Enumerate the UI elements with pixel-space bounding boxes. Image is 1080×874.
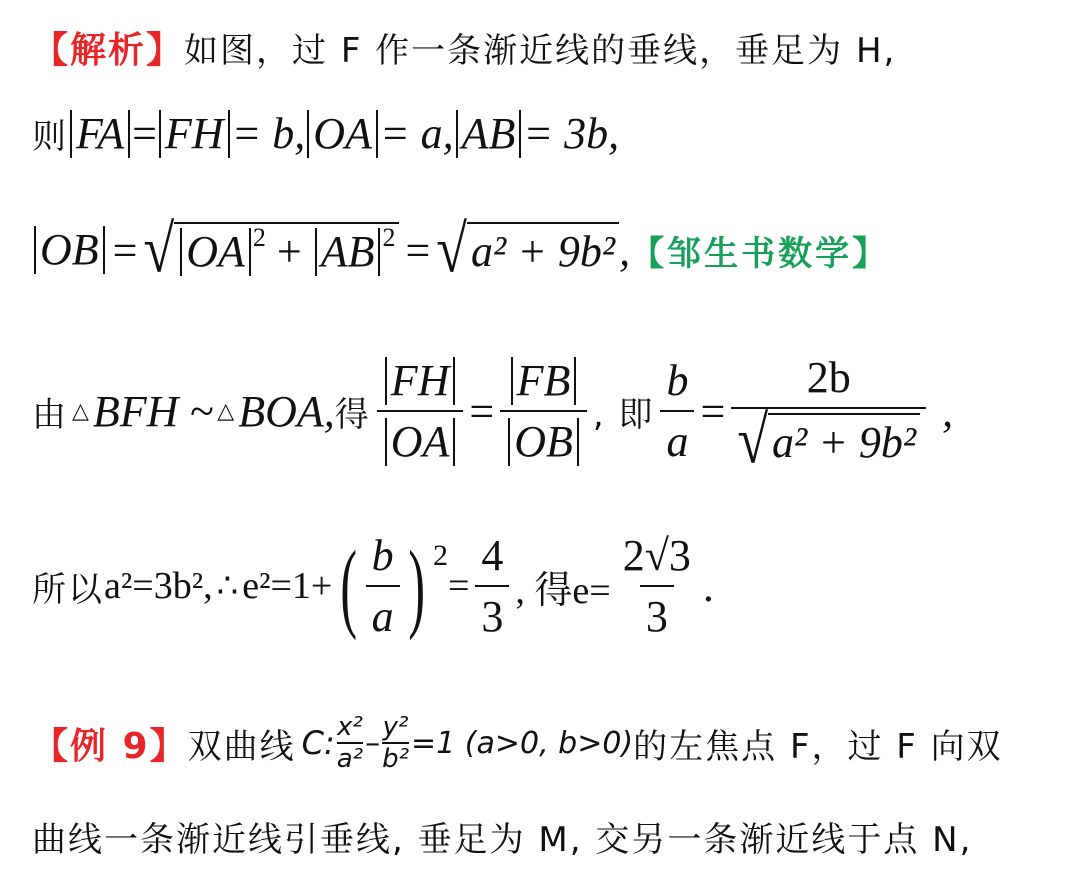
frac-x2-a2 bbox=[337, 712, 363, 774]
frac-4: 4 bbox=[481, 531, 504, 580]
sqrt-a2-9b2 bbox=[436, 212, 619, 288]
abs-oa-3: OA bbox=[385, 418, 456, 466]
analysis-line-5 bbox=[32, 530, 1060, 642]
example-line-2 bbox=[32, 812, 1060, 861]
abs-fh: FH bbox=[159, 110, 230, 158]
line4-prefix: 由 bbox=[32, 394, 68, 435]
line4-eq: = bbox=[469, 386, 495, 436]
line4-t1: BFH ~ bbox=[92, 386, 214, 436]
analysis-line-4 bbox=[32, 352, 1060, 479]
frac-2b: 2b bbox=[806, 353, 851, 402]
triangle-icon-2: △ bbox=[217, 398, 235, 424]
frac-b: b bbox=[666, 356, 689, 405]
frac2-a: a bbox=[366, 585, 400, 642]
frac-fh-oa bbox=[377, 355, 464, 467]
line2-prefix: 则 bbox=[32, 117, 68, 157]
abs-fb: FB bbox=[511, 357, 577, 405]
brand-label: 【邹生书数学】 bbox=[630, 233, 890, 274]
plus-sign: + bbox=[276, 227, 302, 276]
line4-ji: , 即 bbox=[592, 394, 655, 435]
analysis-text-1: 如图，过 F 作一条渐近线的垂线，垂足为 H, bbox=[184, 31, 897, 71]
frac-2b-sqrt bbox=[731, 352, 926, 479]
line5-square: 2 bbox=[432, 539, 448, 572]
analysis-tag: 【解析】 bbox=[32, 30, 185, 71]
sqrt-a2-9b2-content: a² + 9b² bbox=[467, 222, 619, 278]
abs-fa: FA bbox=[70, 110, 130, 158]
condition: =1 (a>0, b>0) bbox=[411, 725, 634, 761]
abs-ab: AB bbox=[456, 110, 522, 158]
abs-ab-2: AB bbox=[315, 228, 381, 276]
frac-b-a-2 bbox=[366, 530, 400, 642]
frac-b2: b² bbox=[382, 744, 410, 774]
frac-y2-b2 bbox=[382, 712, 409, 774]
frac-4-3 bbox=[475, 530, 509, 642]
therefore-sign: ∴ bbox=[216, 568, 239, 605]
abs-ob: OB bbox=[34, 226, 105, 274]
abs-ob-2: OB bbox=[508, 418, 579, 466]
frac-fb-ob bbox=[500, 355, 587, 467]
frac-a2: a² bbox=[336, 744, 364, 774]
line3-comma: , bbox=[619, 225, 631, 275]
radical-sign-3: √ bbox=[737, 403, 769, 479]
example-text-2: 曲线一条渐近线引垂线, 垂足为 M, 交另一条渐近线于点 N, bbox=[32, 820, 973, 860]
frac-x2: x² bbox=[336, 712, 363, 742]
sqrt-den-content: a² + 9b² bbox=[768, 413, 920, 469]
square-1: 2 bbox=[252, 223, 266, 253]
line4-comma: , bbox=[942, 386, 954, 436]
line2-rest2: = a, bbox=[379, 109, 454, 158]
abs-oa-2: OA bbox=[180, 228, 251, 276]
frac-2sqrt3: 2√3 bbox=[622, 531, 691, 580]
line3-eq2: = bbox=[405, 225, 431, 275]
right-paren: ) bbox=[408, 530, 425, 641]
line5-a2: a²=3b², bbox=[104, 565, 213, 607]
example-t2: 的左焦点 F，过 F 向双 bbox=[633, 726, 1003, 767]
frac-b-a bbox=[660, 355, 694, 467]
frac-3: 3 bbox=[475, 585, 509, 642]
frac-2sqrt3-3 bbox=[617, 530, 697, 642]
square-2: 2 bbox=[382, 223, 396, 253]
radical-sign-2: √ bbox=[436, 212, 468, 288]
line4-de: 得 bbox=[334, 394, 371, 435]
frac-den-3: 3 bbox=[640, 585, 674, 642]
abs-fh-2: FH bbox=[385, 357, 456, 405]
minus-sign: – bbox=[365, 725, 381, 761]
line5-e2: e²=1+ bbox=[242, 565, 333, 607]
triangle-icon-1: △ bbox=[72, 398, 89, 424]
curve-name: C: bbox=[301, 724, 335, 762]
sqrt-ob-content bbox=[174, 222, 399, 278]
line5-eq: = bbox=[447, 565, 470, 607]
line2-eq1: = bbox=[132, 109, 157, 158]
analysis-line-1 bbox=[32, 22, 1060, 73]
line2-rest1: = b, bbox=[231, 109, 306, 158]
line5-de: , 得e= bbox=[515, 569, 611, 612]
line2-rest3: = 3b, bbox=[523, 109, 620, 158]
frac-y2: y² bbox=[382, 712, 409, 742]
line4-eq2: = bbox=[700, 386, 726, 436]
example-line-1 bbox=[32, 712, 1060, 774]
abs-oa: OA bbox=[307, 110, 378, 158]
frac-a: a bbox=[660, 410, 694, 467]
line4-t2: BOA, bbox=[238, 386, 335, 436]
line5-end: . bbox=[702, 561, 714, 611]
frac2-b: b bbox=[371, 531, 394, 580]
example-t1: 双曲线 bbox=[187, 726, 296, 767]
example-tag: 【例 9】 bbox=[32, 725, 188, 767]
sqrt-ob bbox=[143, 212, 399, 288]
left-paren: ( bbox=[340, 530, 358, 641]
line5-prefix: 所以 bbox=[32, 569, 104, 610]
line3-eq: = bbox=[112, 225, 138, 275]
analysis-line-2 bbox=[32, 108, 1060, 159]
radical-sign: √ bbox=[143, 212, 175, 288]
analysis-line-3 bbox=[32, 212, 1060, 288]
